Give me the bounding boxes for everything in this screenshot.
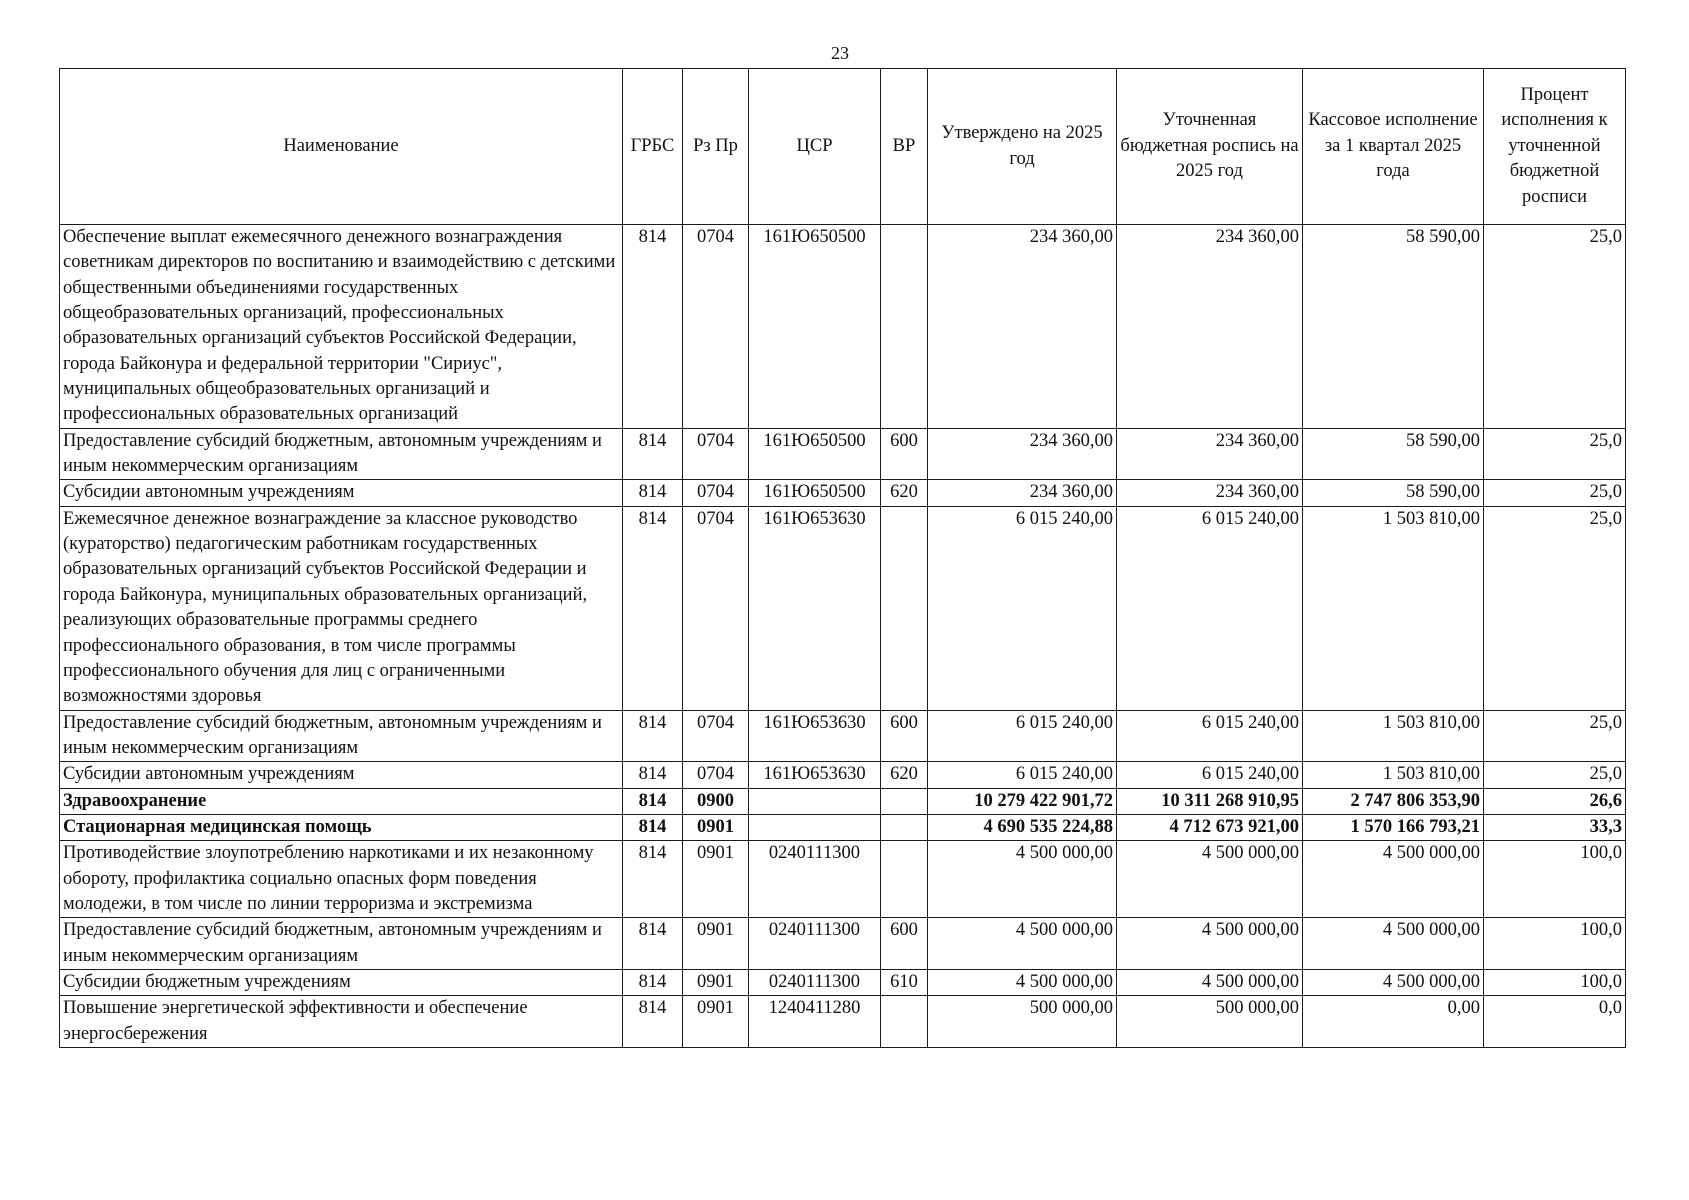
cell-cash: 2 747 806 353,90	[1303, 788, 1484, 814]
table-row	[60, 918, 1626, 970]
cell-csr: 0240111300	[749, 841, 881, 918]
cell-vr: 600	[881, 428, 928, 480]
cell-name: Предоставление субсидий бюджетным, автономным учреждениям и иным некоммерческим организациям	[60, 918, 623, 970]
cell-refined: 10 311 268 910,95	[1117, 788, 1303, 814]
cell-grbs: 814	[623, 814, 683, 840]
col-header-rzpr: Рз Пр	[683, 69, 749, 225]
cell-approved: 4 500 000,00	[928, 841, 1117, 918]
cell-percent: 25,0	[1484, 225, 1626, 429]
cell-rzpr: 0704	[683, 506, 749, 710]
cell-cash: 1 570 166 793,21	[1303, 814, 1484, 840]
cell-approved: 6 015 240,00	[928, 506, 1117, 710]
cell-vr	[881, 814, 928, 840]
cell-percent: 25,0	[1484, 762, 1626, 788]
cell-percent: 26,6	[1484, 788, 1626, 814]
cell-refined: 234 360,00	[1117, 480, 1303, 506]
cell-csr: 0240111300	[749, 918, 881, 970]
cell-name: Предоставление субсидий бюджетным, автономным учреждениям и иным некоммерческим организациям	[60, 710, 623, 762]
cell-name: Противодействие злоупотреблению наркотиками и их незаконному обороту, профилактика социально опасных форм поведения молодежи, в том числе по линии терроризма и экстремизма	[60, 841, 623, 918]
cell-percent: 100,0	[1484, 969, 1626, 995]
cell-percent: 0,0	[1484, 996, 1626, 1048]
cell-cash: 1 503 810,00	[1303, 506, 1484, 710]
cell-csr	[749, 788, 881, 814]
cell-name: Субсидии автономным учреждениям	[60, 762, 623, 788]
cell-name: Субсидии автономным учреждениям	[60, 480, 623, 506]
cell-grbs: 814	[623, 841, 683, 918]
cell-vr	[881, 841, 928, 918]
cell-approved: 234 360,00	[928, 225, 1117, 429]
cell-vr: 600	[881, 710, 928, 762]
cell-percent: 100,0	[1484, 918, 1626, 970]
cell-cash: 4 500 000,00	[1303, 841, 1484, 918]
table-row	[60, 788, 1626, 814]
cell-percent: 100,0	[1484, 841, 1626, 918]
cell-approved: 10 279 422 901,72	[928, 788, 1117, 814]
cell-vr	[881, 996, 928, 1048]
col-header-cash: Кассовое исполнение за 1 квартал 2025 года	[1303, 69, 1484, 225]
cell-name: Предоставление субсидий бюджетным, автономным учреждениям и иным некоммерческим организациям	[60, 428, 623, 480]
cell-vr	[881, 788, 928, 814]
cell-refined: 4 712 673 921,00	[1117, 814, 1303, 840]
cell-grbs: 814	[623, 710, 683, 762]
col-header-name: Наименование	[60, 69, 623, 225]
table-row	[60, 225, 1626, 429]
table-body	[60, 225, 1626, 1048]
cell-cash: 58 590,00	[1303, 225, 1484, 429]
table-row	[60, 506, 1626, 710]
cell-rzpr: 0901	[683, 996, 749, 1048]
col-header-vr: ВР	[881, 69, 928, 225]
cell-cash: 58 590,00	[1303, 428, 1484, 480]
table-row	[60, 762, 1626, 788]
cell-cash: 58 590,00	[1303, 480, 1484, 506]
cell-rzpr: 0901	[683, 918, 749, 970]
cell-rzpr: 0900	[683, 788, 749, 814]
cell-grbs: 814	[623, 918, 683, 970]
cell-csr: 161Ю650500	[749, 480, 881, 506]
cell-refined: 6 015 240,00	[1117, 506, 1303, 710]
cell-percent: 25,0	[1484, 480, 1626, 506]
cell-approved: 234 360,00	[928, 480, 1117, 506]
cell-refined: 4 500 000,00	[1117, 841, 1303, 918]
cell-cash: 4 500 000,00	[1303, 969, 1484, 995]
col-header-approved: Утверждено на 2025 год	[928, 69, 1117, 225]
cell-csr: 161Ю650500	[749, 225, 881, 429]
cell-csr: 0240111300	[749, 969, 881, 995]
table-row	[60, 996, 1626, 1048]
col-header-refined: Уточненная бюджетная роспись на 2025 год	[1117, 69, 1303, 225]
cell-refined: 234 360,00	[1117, 428, 1303, 480]
table-row	[60, 480, 1626, 506]
col-header-percent: Процент исполнения к уточненной бюджетной росписи	[1484, 69, 1626, 225]
cell-csr: 161Ю653630	[749, 710, 881, 762]
cell-approved: 4 500 000,00	[928, 918, 1117, 970]
cell-name: Повышение энергетической эффективности и обеспечение энергосбережения	[60, 996, 623, 1048]
cell-percent: 25,0	[1484, 506, 1626, 710]
cell-rzpr: 0901	[683, 969, 749, 995]
cell-approved: 4 500 000,00	[928, 969, 1117, 995]
cell-grbs: 814	[623, 762, 683, 788]
cell-refined: 4 500 000,00	[1117, 969, 1303, 995]
cell-vr	[881, 506, 928, 710]
cell-vr: 620	[881, 762, 928, 788]
cell-grbs: 814	[623, 506, 683, 710]
cell-vr	[881, 225, 928, 429]
cell-approved: 500 000,00	[928, 996, 1117, 1048]
cell-name: Здравоохранение	[60, 788, 623, 814]
cell-vr: 620	[881, 480, 928, 506]
table-row	[60, 428, 1626, 480]
cell-rzpr: 0704	[683, 710, 749, 762]
budget-execution-table	[59, 68, 1626, 1048]
cell-percent: 25,0	[1484, 710, 1626, 762]
cell-rzpr: 0901	[683, 841, 749, 918]
cell-csr: 1240411280	[749, 996, 881, 1048]
cell-percent: 25,0	[1484, 428, 1626, 480]
cell-rzpr: 0704	[683, 762, 749, 788]
col-header-csr: ЦСР	[749, 69, 881, 225]
cell-cash: 0,00	[1303, 996, 1484, 1048]
cell-csr: 161Ю650500	[749, 428, 881, 480]
cell-name: Стационарная медицинская помощь	[60, 814, 623, 840]
cell-csr: 161Ю653630	[749, 506, 881, 710]
cell-cash: 1 503 810,00	[1303, 710, 1484, 762]
cell-grbs: 814	[623, 788, 683, 814]
cell-name: Субсидии бюджетным учреждениям	[60, 969, 623, 995]
table-row	[60, 710, 1626, 762]
cell-cash: 1 503 810,00	[1303, 762, 1484, 788]
page-number: 23	[831, 43, 849, 63]
cell-refined: 6 015 240,00	[1117, 762, 1303, 788]
cell-refined: 4 500 000,00	[1117, 918, 1303, 970]
cell-approved: 4 690 535 224,88	[928, 814, 1117, 840]
cell-approved: 6 015 240,00	[928, 762, 1117, 788]
cell-csr: 161Ю653630	[749, 762, 881, 788]
cell-percent: 33,3	[1484, 814, 1626, 840]
cell-rzpr: 0704	[683, 225, 749, 429]
cell-rzpr: 0901	[683, 814, 749, 840]
cell-refined: 234 360,00	[1117, 225, 1303, 429]
cell-rzpr: 0704	[683, 480, 749, 506]
table-header-row	[60, 69, 1626, 225]
cell-vr: 600	[881, 918, 928, 970]
cell-grbs: 814	[623, 428, 683, 480]
cell-name: Ежемесячное денежное вознаграждение за классное руководство (кураторство) педагогическим работникам государственных образовательных организаций субъектов Российской Федерации и города Байконура, муниципальных образовательных организаций, реализующих образовательные программы среднего профессионального образования, в том числе программы профессионального обучения для лиц с ограниченными возможностями здоровья	[60, 506, 623, 710]
cell-cash: 4 500 000,00	[1303, 918, 1484, 970]
cell-name: Обеспечение выплат ежемесячного денежного вознаграждения советникам директоров по воспитанию и взаимодействию с детскими общественными объединениями государственных общеобразовательных организаций, профессиональных образовательных организаций субъектов Российской Федерации, города Байконура и федеральной территории "Сириус", муниципальных общеобразовательных организаций и профессиональных образовательных организаций	[60, 225, 623, 429]
col-header-grbs: ГРБС	[623, 69, 683, 225]
cell-approved: 234 360,00	[928, 428, 1117, 480]
cell-refined: 500 000,00	[1117, 996, 1303, 1048]
cell-refined: 6 015 240,00	[1117, 710, 1303, 762]
cell-rzpr: 0704	[683, 428, 749, 480]
table-row	[60, 841, 1626, 918]
cell-csr	[749, 814, 881, 840]
cell-approved: 6 015 240,00	[928, 710, 1117, 762]
cell-grbs: 814	[623, 480, 683, 506]
cell-grbs: 814	[623, 225, 683, 429]
cell-grbs: 814	[623, 969, 683, 995]
table-row	[60, 969, 1626, 995]
table-row	[60, 814, 1626, 840]
cell-grbs: 814	[623, 996, 683, 1048]
cell-vr: 610	[881, 969, 928, 995]
